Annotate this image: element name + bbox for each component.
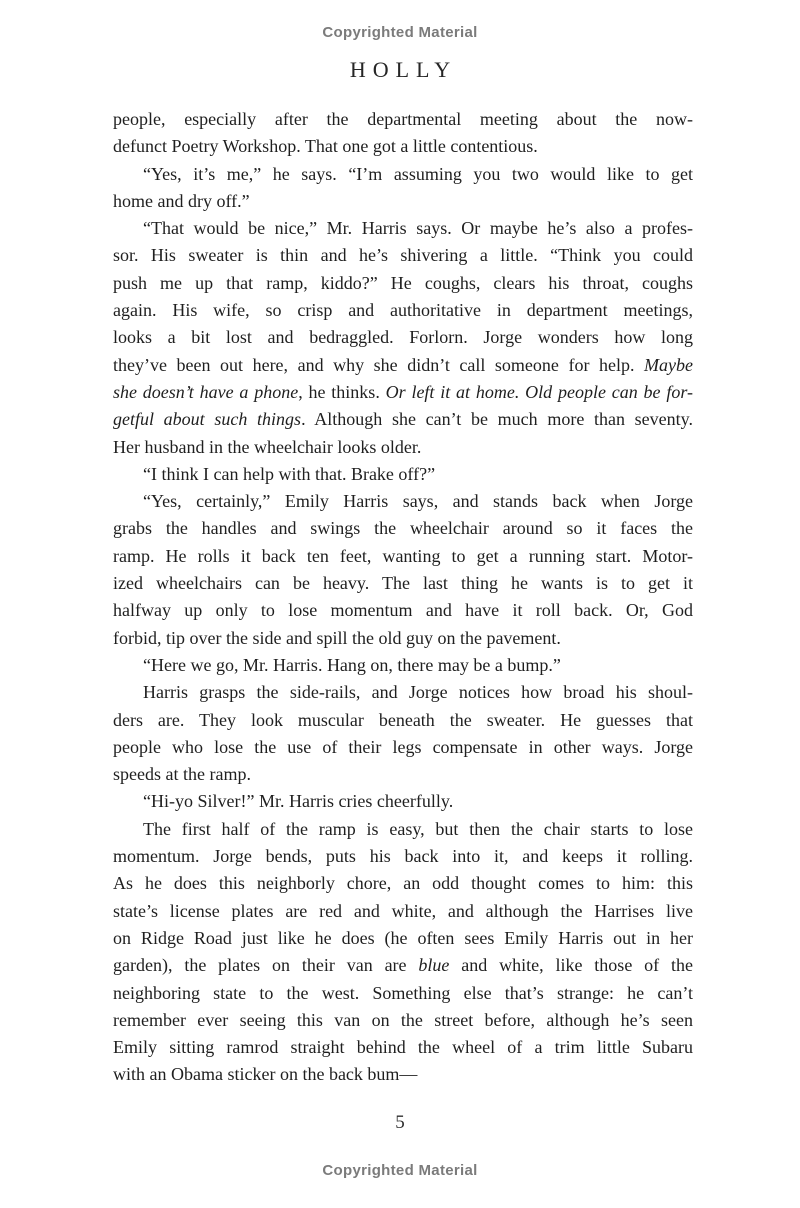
text-line: “I think I can help with that. Brake off?” (143, 463, 436, 484)
text-line: As he does this neighborly chore, an odd thought comes to him: this (113, 873, 693, 894)
copyright-notice-top: Copyrighted Material (322, 24, 478, 41)
text-line: people, especially after the departmental meeting about the now- (113, 109, 693, 129)
paragraph (113, 679, 693, 788)
copyright-notice-bottom: Copyrighted Material (322, 1162, 478, 1179)
text-line: The first half of the ramp is easy, but then the chair starts to lose (143, 818, 693, 839)
text-line: garden), the plates on their van are blue and white, like those of the (113, 955, 693, 976)
text-line: she doesn’t have a phone, he thinks. Or left it at home. Old people can be for- (113, 381, 693, 402)
paragraph (113, 215, 693, 461)
page-body (113, 106, 693, 1089)
page-number: 5 (395, 1112, 405, 1133)
text-line: Harris grasps the side-rails, and Jorge notices how broad his shoul- (143, 682, 693, 703)
text-line: state’s license plates are red and white, and although the Harrises live (113, 900, 693, 921)
paragraph (113, 816, 693, 1089)
text-line: “Yes, it’s me,” he says. “I’m assuming you two would like to get (143, 163, 693, 184)
running-head-title: HOLLY (349, 57, 458, 82)
text-line: sor. His sweater is thin and he’s shivering a little. “Think you could (113, 245, 693, 266)
text-line: getful about such things. Although she can’t be much more than seventy. (113, 409, 693, 430)
text-line: ders are. They look muscular beneath the sweater. He guesses that (113, 709, 693, 730)
text-line: ramp. He rolls it back ten feet, wanting to get a running start. Motor- (113, 545, 693, 566)
paragraph (113, 488, 693, 652)
text-line: forbid, tip over the side and spill the old guy on the pavement. (113, 627, 561, 648)
text-line: “Here we go, Mr. Harris. Hang on, there may be a bump.” (143, 654, 561, 675)
text-line: ized wheelchairs can be heavy. The last thing he wants is to get it (113, 573, 693, 594)
text-line: Her husband in the wheelchair looks older. (113, 436, 422, 457)
text-line: “Yes, certainly,” Emily Harris says, and stands back when Jorge (143, 491, 693, 512)
text-line: on Ridge Road just like he does (he often sees Emily Harris out in her (113, 927, 693, 948)
paragraph (113, 652, 693, 679)
text-line: Emily sitting ramrod straight behind the wheel of a trim little Subaru (113, 1037, 693, 1058)
text-line: looks a bit lost and bedraggled. Forlorn. Jorge wonders how long (113, 327, 693, 348)
text-line: “That would be nice,” Mr. Harris says. Or maybe he’s also a profes- (143, 218, 693, 239)
text-line: with an Obama sticker on the back bum— (113, 1064, 418, 1085)
text-line: people who lose the use of their legs compensate in other ways. Jorge (113, 736, 693, 757)
text-line: home and dry off.” (113, 190, 250, 211)
text-line: speeds at the ramp. (113, 764, 251, 785)
text-line: remember ever seeing this van on the street before, although he’s seen (113, 1009, 693, 1030)
text-line: “Hi-yo Silver!” Mr. Harris cries cheerfully. (143, 791, 454, 812)
text-line: grabs the handles and swings the wheelchair around so it faces the (113, 518, 693, 539)
paragraph (113, 461, 693, 488)
text-line: defunct Poetry Workshop. That one got a little contentious. (113, 136, 538, 157)
text-line: momentum. Jorge bends, puts his back into it, and keeps it rolling. (113, 846, 693, 867)
paragraph (113, 788, 693, 815)
paragraph (113, 106, 693, 161)
text-line: halfway up only to lose momentum and have it roll back. Or, God (113, 600, 693, 621)
text-line: they’ve been out here, and why she didn’t call someone for help. Maybe (113, 354, 693, 375)
paragraph (113, 161, 693, 216)
text-line: neighboring state to the west. Something else that’s strange: he can’t (113, 982, 693, 1003)
text-line: push me up that ramp, kiddo?” He coughs, clears his throat, coughs (113, 272, 693, 293)
text-line: again. His wife, so crisp and authoritative in department meetings, (113, 300, 693, 321)
